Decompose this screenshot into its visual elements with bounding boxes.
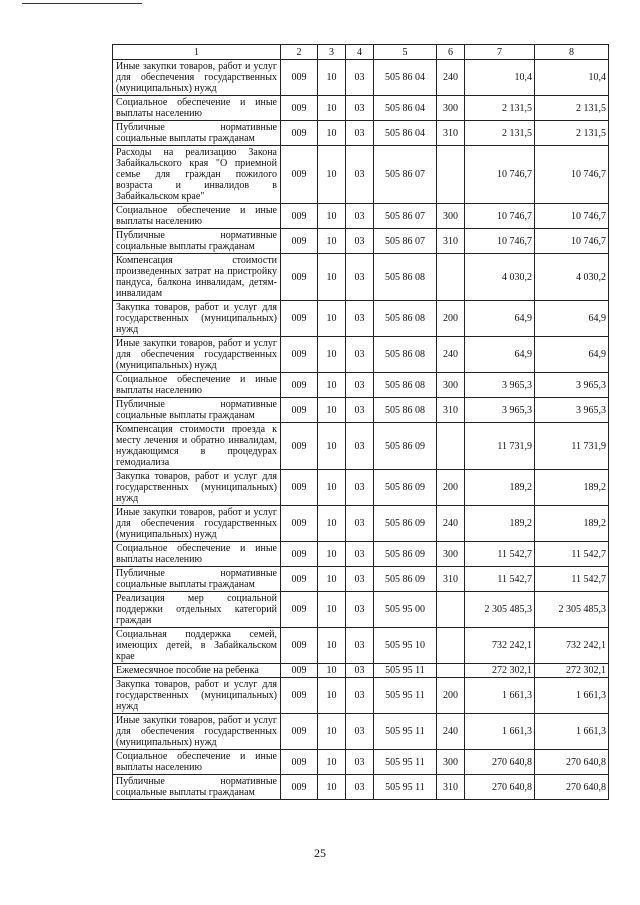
cell-x: 270 640,8 <box>465 750 535 775</box>
cell-t: 505 86 04 <box>374 121 437 146</box>
cell-v: 300 <box>437 542 465 567</box>
cell-b: 10 <box>318 229 346 254</box>
cell-c: 03 <box>346 337 374 373</box>
table-row <box>113 567 609 592</box>
cell-y: 64,9 <box>535 301 609 337</box>
col-header: 2 <box>281 45 318 60</box>
cell-c: 03 <box>346 121 374 146</box>
cell-t: 505 86 07 <box>374 204 437 229</box>
cell-t: 505 95 00 <box>374 592 437 628</box>
cell-c: 03 <box>346 750 374 775</box>
cell-c: 03 <box>346 254 374 301</box>
cell-x: 10,4 <box>465 60 535 96</box>
cell-a: 009 <box>281 506 318 542</box>
cell-v: 200 <box>437 301 465 337</box>
cell-c: 03 <box>346 714 374 750</box>
cell-c: 03 <box>346 506 374 542</box>
cell-c: 03 <box>346 96 374 121</box>
cell-t: 505 86 07 <box>374 229 437 254</box>
cell-v: 310 <box>437 775 465 800</box>
cell-v: 310 <box>437 229 465 254</box>
cell-t: 505 86 09 <box>374 423 437 470</box>
cell-d: Публичные нормативные социальные выплаты гражданам <box>113 398 281 423</box>
cell-t: 505 86 09 <box>374 567 437 592</box>
table-row <box>113 60 609 96</box>
cell-c: 03 <box>346 678 374 714</box>
table-row <box>113 398 609 423</box>
table-row <box>113 254 609 301</box>
cell-d: Социальное обеспечение и иные выплаты населению <box>113 542 281 567</box>
cell-b: 10 <box>318 567 346 592</box>
cell-v <box>437 592 465 628</box>
cell-v <box>437 423 465 470</box>
cell-b: 10 <box>318 506 346 542</box>
cell-x: 189,2 <box>465 506 535 542</box>
table-body <box>113 60 609 800</box>
cell-d: Публичные нормативные социальные выплаты гражданам <box>113 775 281 800</box>
cell-v: 200 <box>437 678 465 714</box>
cell-a: 009 <box>281 750 318 775</box>
cell-v <box>437 146 465 204</box>
cell-y: 11 542,7 <box>535 567 609 592</box>
cell-c: 03 <box>346 470 374 506</box>
cell-b: 10 <box>318 628 346 664</box>
cell-x: 272 302,1 <box>465 664 535 678</box>
cell-a: 009 <box>281 121 318 146</box>
cell-t: 505 95 10 <box>374 628 437 664</box>
cell-a: 009 <box>281 714 318 750</box>
cell-d: Социальное обеспечение и иные выплаты населению <box>113 373 281 398</box>
cell-a: 009 <box>281 592 318 628</box>
col-header: 4 <box>346 45 374 60</box>
cell-a: 009 <box>281 229 318 254</box>
cell-v: 300 <box>437 204 465 229</box>
cell-x: 2 305 485,3 <box>465 592 535 628</box>
cell-y: 272 302,1 <box>535 664 609 678</box>
cell-d: Закупка товаров, работ и услуг для государственных (муниципальных) нужд <box>113 301 281 337</box>
cell-y: 10 746,7 <box>535 146 609 204</box>
table-row <box>113 121 609 146</box>
cell-v: 310 <box>437 121 465 146</box>
col-header: 5 <box>374 45 437 60</box>
table-row <box>113 592 609 628</box>
cell-v: 300 <box>437 96 465 121</box>
cell-y: 1 661,3 <box>535 678 609 714</box>
col-header: 6 <box>437 45 465 60</box>
page-number: 25 <box>314 846 326 860</box>
cell-x: 732 242,1 <box>465 628 535 664</box>
table-row <box>113 678 609 714</box>
cell-b: 10 <box>318 592 346 628</box>
cell-b: 10 <box>318 373 346 398</box>
cell-b: 10 <box>318 542 346 567</box>
table-row <box>113 423 609 470</box>
col-header: 1 <box>113 45 281 60</box>
cell-v: 300 <box>437 373 465 398</box>
cell-a: 009 <box>281 146 318 204</box>
cell-t: 505 95 11 <box>374 750 437 775</box>
cell-a: 009 <box>281 423 318 470</box>
col-header: 7 <box>465 45 535 60</box>
cell-b: 10 <box>318 714 346 750</box>
cell-a: 009 <box>281 542 318 567</box>
table-row <box>113 96 609 121</box>
cell-y: 1 661,3 <box>535 714 609 750</box>
cell-t: 505 95 11 <box>374 714 437 750</box>
table-row <box>113 204 609 229</box>
cell-v: 310 <box>437 398 465 423</box>
cell-y: 189,2 <box>535 470 609 506</box>
cell-d: Публичные нормативные социальные выплаты гражданам <box>113 567 281 592</box>
cell-c: 03 <box>346 423 374 470</box>
table-row <box>113 301 609 337</box>
cell-d: Закупка товаров, работ и услуг для государственных (муниципальных) нужд <box>113 470 281 506</box>
cell-a: 009 <box>281 96 318 121</box>
table-row <box>113 337 609 373</box>
cell-c: 03 <box>346 398 374 423</box>
cell-y: 10 746,7 <box>535 204 609 229</box>
cell-a: 009 <box>281 775 318 800</box>
col-header: 8 <box>535 45 609 60</box>
cell-x: 1 661,3 <box>465 714 535 750</box>
cell-v: 200 <box>437 470 465 506</box>
table-row <box>113 229 609 254</box>
cell-y: 3 965,3 <box>535 373 609 398</box>
cell-y: 2 131,5 <box>535 121 609 146</box>
cell-b: 10 <box>318 96 346 121</box>
cell-v: 240 <box>437 60 465 96</box>
cell-v <box>437 254 465 301</box>
cell-c: 03 <box>346 146 374 204</box>
cell-c: 03 <box>346 567 374 592</box>
cell-b: 10 <box>318 301 346 337</box>
cell-y: 64,9 <box>535 337 609 373</box>
cell-x: 4 030,2 <box>465 254 535 301</box>
cell-t: 505 86 08 <box>374 337 437 373</box>
cell-a: 009 <box>281 567 318 592</box>
cell-x: 3 965,3 <box>465 373 535 398</box>
cell-d: Иные закупки товаров, работ и услуг для обеспечения государственных (муниципальных) нужд <box>113 337 281 373</box>
cell-t: 505 86 09 <box>374 542 437 567</box>
cell-v: 240 <box>437 337 465 373</box>
table-row <box>113 714 609 750</box>
cell-b: 10 <box>318 398 346 423</box>
cell-x: 189,2 <box>465 470 535 506</box>
cell-d: Компенсация стоимости проезда к месту лечения и обратно инвалидам, нуждающимся в процедурах гемодиализа <box>113 423 281 470</box>
cell-b: 10 <box>318 204 346 229</box>
budget-table <box>112 44 609 800</box>
cell-x: 2 131,5 <box>465 96 535 121</box>
cell-t: 505 86 08 <box>374 373 437 398</box>
cell-d: Публичные нормативные социальные выплаты гражданам <box>113 229 281 254</box>
header-row <box>113 45 609 60</box>
cell-d: Реализация мер социальной поддержки отдельных категорий граждан <box>113 592 281 628</box>
cell-d: Социальное обеспечение и иные выплаты населению <box>113 750 281 775</box>
cell-x: 64,9 <box>465 337 535 373</box>
cell-x: 10 746,7 <box>465 146 535 204</box>
cell-b: 10 <box>318 664 346 678</box>
cell-b: 10 <box>318 146 346 204</box>
table-row <box>113 506 609 542</box>
cell-t: 505 86 04 <box>374 60 437 96</box>
cell-b: 10 <box>318 254 346 301</box>
cell-d: Социальная поддержка семей, имеющих детей, в Забайкальском крае <box>113 628 281 664</box>
cell-b: 10 <box>318 470 346 506</box>
table-row <box>113 664 609 678</box>
cell-y: 11 731,9 <box>535 423 609 470</box>
table-row <box>113 750 609 775</box>
col-header: 3 <box>318 45 346 60</box>
table-row <box>113 628 609 664</box>
cell-d: Социальное обеспечение и иные выплаты населению <box>113 204 281 229</box>
cell-d: Социальное обеспечение и иные выплаты населению <box>113 96 281 121</box>
cell-x: 270 640,8 <box>465 775 535 800</box>
cell-v <box>437 664 465 678</box>
cell-x: 10 746,7 <box>465 229 535 254</box>
cell-y: 10,4 <box>535 60 609 96</box>
cell-x: 10 746,7 <box>465 204 535 229</box>
cell-c: 03 <box>346 628 374 664</box>
cell-c: 03 <box>346 775 374 800</box>
table-row <box>113 542 609 567</box>
cell-a: 009 <box>281 337 318 373</box>
table-row <box>113 146 609 204</box>
cell-b: 10 <box>318 121 346 146</box>
cell-x: 3 965,3 <box>465 398 535 423</box>
cell-c: 03 <box>346 664 374 678</box>
cell-v: 240 <box>437 714 465 750</box>
cell-b: 10 <box>318 678 346 714</box>
cell-c: 03 <box>346 204 374 229</box>
cell-c: 03 <box>346 373 374 398</box>
cell-a: 009 <box>281 373 318 398</box>
cell-t: 505 86 07 <box>374 146 437 204</box>
cell-y: 270 640,8 <box>535 775 609 800</box>
top-rule <box>22 3 142 4</box>
cell-b: 10 <box>318 423 346 470</box>
cell-a: 009 <box>281 398 318 423</box>
cell-a: 009 <box>281 678 318 714</box>
cell-t: 505 86 09 <box>374 470 437 506</box>
cell-b: 10 <box>318 60 346 96</box>
cell-d: Закупка товаров, работ и услуг для государственных (муниципальных) нужд <box>113 678 281 714</box>
cell-c: 03 <box>346 301 374 337</box>
cell-a: 009 <box>281 628 318 664</box>
cell-a: 009 <box>281 254 318 301</box>
table-row <box>113 775 609 800</box>
cell-y: 3 965,3 <box>535 398 609 423</box>
cell-a: 009 <box>281 204 318 229</box>
cell-y: 10 746,7 <box>535 229 609 254</box>
cell-t: 505 95 11 <box>374 664 437 678</box>
cell-v: 240 <box>437 506 465 542</box>
cell-x: 11 731,9 <box>465 423 535 470</box>
cell-t: 505 86 08 <box>374 301 437 337</box>
cell-t: 505 95 11 <box>374 678 437 714</box>
cell-x: 1 661,3 <box>465 678 535 714</box>
table-row <box>113 470 609 506</box>
cell-c: 03 <box>346 229 374 254</box>
cell-c: 03 <box>346 60 374 96</box>
cell-a: 009 <box>281 470 318 506</box>
cell-y: 4 030,2 <box>535 254 609 301</box>
cell-b: 10 <box>318 750 346 775</box>
cell-x: 64,9 <box>465 301 535 337</box>
cell-y: 2 131,5 <box>535 96 609 121</box>
table-head <box>113 45 609 60</box>
cell-y: 2 305 485,3 <box>535 592 609 628</box>
cell-b: 10 <box>318 337 346 373</box>
cell-c: 03 <box>346 592 374 628</box>
cell-d: Публичные нормативные социальные выплаты гражданам <box>113 121 281 146</box>
cell-y: 11 542,7 <box>535 542 609 567</box>
cell-t: 505 86 08 <box>374 254 437 301</box>
cell-t: 505 95 11 <box>374 775 437 800</box>
cell-b: 10 <box>318 775 346 800</box>
cell-x: 11 542,7 <box>465 567 535 592</box>
cell-d: Расходы на реализацию Закона Забайкальского края "О приемной семье для граждан пожилого возраста и инвалидов в Забайкальском крае" <box>113 146 281 204</box>
cell-x: 11 542,7 <box>465 542 535 567</box>
cell-a: 009 <box>281 664 318 678</box>
cell-d: Компенсация стоимости произведенных затрат на пристройку пандуса, балкона инвалидам, детям-инвалидам <box>113 254 281 301</box>
cell-a: 009 <box>281 301 318 337</box>
cell-y: 732 242,1 <box>535 628 609 664</box>
cell-v <box>437 628 465 664</box>
cell-d: Иные закупки товаров, работ и услуг для обеспечения государственных (муниципальных) нужд <box>113 506 281 542</box>
cell-d: Иные закупки товаров, работ и услуг для обеспечения государственных (муниципальных) нужд <box>113 60 281 96</box>
cell-x: 2 131,5 <box>465 121 535 146</box>
cell-a: 009 <box>281 60 318 96</box>
cell-y: 189,2 <box>535 506 609 542</box>
cell-v: 300 <box>437 750 465 775</box>
cell-d: Иные закупки товаров, работ и услуг для обеспечения государственных (муниципальных) нужд <box>113 714 281 750</box>
cell-c: 03 <box>346 542 374 567</box>
table-row <box>113 373 609 398</box>
cell-t: 505 86 09 <box>374 506 437 542</box>
cell-d: Ежемесячное пособие на ребенка <box>113 664 281 678</box>
cell-y: 270 640,8 <box>535 750 609 775</box>
cell-t: 505 86 08 <box>374 398 437 423</box>
cell-t: 505 86 04 <box>374 96 437 121</box>
cell-v: 310 <box>437 567 465 592</box>
